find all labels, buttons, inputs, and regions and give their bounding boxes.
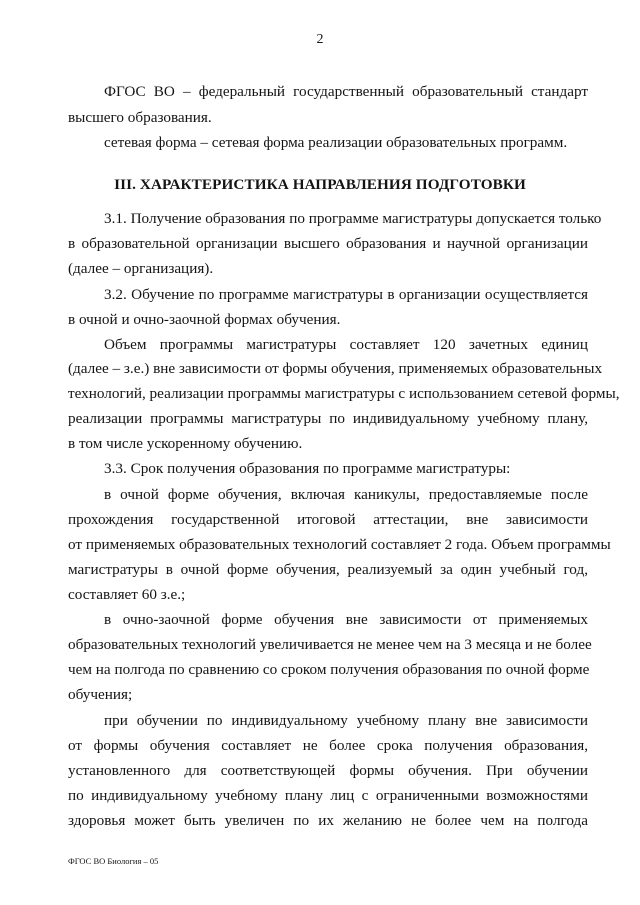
body-line: Объем программы магистратуры составляет 120 зачетных единиц: [104, 336, 588, 353]
body-line: 3.2. Обучение по программе магистратуры в организации осуществляется: [104, 286, 588, 303]
body-line: по индивидуальному учебному плану лиц с ограниченными возможностями: [68, 787, 588, 804]
abbreviation-network-form: сетевая форма – сетевая форма реализации образовательных программ.: [104, 134, 568, 151]
body-line: прохождения государственной итоговой аттестации, вне зависимости: [68, 511, 588, 528]
body-line: при обучении по индивидуальному учебному плану вне зависимости: [104, 712, 588, 729]
body-line: здоровья может быть увеличен по их желанию не более чем на полгода: [68, 812, 588, 829]
page-number: 2: [316, 32, 324, 47]
body-line: в очно-заочной форме обучения вне зависимости от применяемых: [104, 611, 588, 628]
abbreviation-fgos-line-2: высшего образования.: [68, 109, 212, 126]
body-line: (далее – з.е.) вне зависимости от формы обучения, применяемых образовательных: [68, 360, 603, 377]
body-line: в образовательной организации высшего образования и научной организации: [68, 235, 588, 252]
body-line: в очной и очно-заочной формах обучения.: [68, 311, 341, 328]
body-line: обучения;: [68, 686, 133, 703]
abbreviation-fgos-line-1: ФГОС ВО – федеральный государственный образовательный стандарт: [104, 83, 588, 100]
body-line: реализации программы магистратуры по индивидуальному учебному плану,: [68, 410, 588, 427]
body-line: составляет 60 з.е.;: [68, 586, 186, 603]
body-line: от применяемых образовательных технологий составляет 2 года. Объем программы: [68, 536, 611, 553]
body-line: технологий, реализации программы магистратуры с использованием сетевой формы,: [68, 385, 620, 402]
document-footer: ФГОС ВО Биология – 05: [68, 856, 159, 866]
section-heading: III. ХАРАКТЕРИСТИКА НАПРАВЛЕНИЯ ПОДГОТОВКИ: [114, 176, 526, 193]
body-line: от формы обучения составляет не более срока получения образования,: [68, 737, 588, 754]
body-line: чем на полгода по сравнению со сроком получения образования по очной форме: [68, 661, 590, 678]
body-line: образовательных технологий увеличивается не менее чем на 3 месяца и не более: [68, 636, 592, 653]
body-line: 3.3. Срок получения образования по программе магистратуры:: [104, 460, 511, 477]
body-line: 3.1. Получение образования по программе магистратуры допускается только: [104, 210, 602, 227]
body-line: установленного для соответствующей формы обучения. При обучении: [68, 762, 588, 779]
body-line: (далее – организация).: [68, 260, 214, 277]
body-line: в очной форме обучения, включая каникулы, предоставляемые после: [104, 486, 588, 503]
body-line: в том числе ускоренному обучению.: [68, 435, 303, 452]
body-line: магистратуры в очной форме обучения, реализуемый за один учебный год,: [68, 561, 588, 578]
